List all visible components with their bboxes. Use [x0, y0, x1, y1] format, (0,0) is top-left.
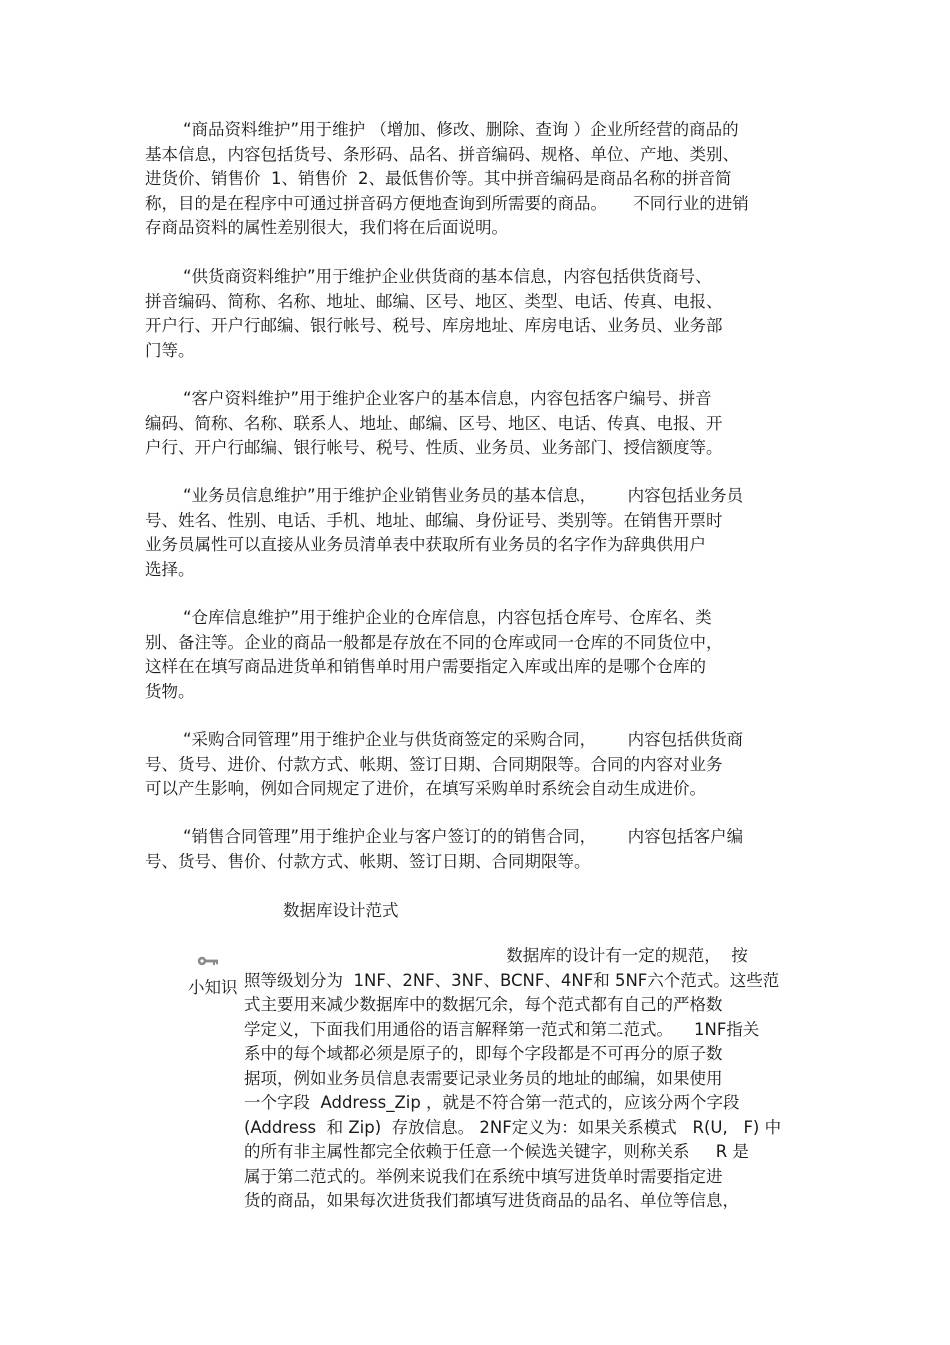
- paragraph-line: 这样在在填写商品进货单和销售单时用户需要指定入库或出库的是哪个仓库的: [145, 657, 706, 676]
- paragraph-line: “客户资料维护”用于维护企业客户的基本信息，内容包括客户编号、拼音: [183, 389, 712, 408]
- paragraph-line: 拼音编码、简称、名称、地址、邮编、区号、地区、类型、电话、传真、电报、: [145, 291, 723, 311]
- paragraph-line: 开户行、开户行邮编、银行帐号、税号、库房地址、库房电话、业务员、业务部: [145, 316, 723, 335]
- note-line: (Address 和 Zip) 存放信息。 2NF定义为：如果关系模式 R(U, F) 中: [244, 1117, 782, 1137]
- note-line: 一个字段 Address_Zip ，就是不符合第一范式的，应该分两个字段: [244, 1093, 740, 1112]
- paragraph-line: 进货价、销售价 1、销售价 2、最低售价等。其中拼音编码是商品名称的拼音简: [145, 169, 732, 188]
- paragraph-salesman: [145, 484, 805, 582]
- paragraph-line: “供货商资料维护”用于维护企业供货商的基本信息，内容包括供货商号、: [183, 267, 712, 286]
- key-icon: [166, 924, 188, 938]
- paragraph-line: 门等。: [145, 340, 195, 360]
- paragraph-customer: [145, 387, 805, 461]
- note-line: 系中的每个域都必须是原子的，即每个字段都是不可再分的原子数: [244, 1044, 723, 1063]
- note-line: 据项，例如业务员信息表需要记录业务员的地址的邮编，如果使用: [244, 1068, 723, 1088]
- paragraph-warehouse: [145, 606, 805, 704]
- note-line: 属于第二范式的。举例来说我们在系统中填写进货单时需要指定进: [244, 1166, 723, 1186]
- paragraph-line: “销售合同管理”用于维护企业与客户签订的的销售合同， 内容包括客户编: [183, 827, 744, 846]
- paragraph-line: 业务员属性可以直接从业务员清单表中获取所有业务员的名字作为辞典供用户: [145, 535, 706, 554]
- tip-title: 数据库设计范式: [283, 901, 399, 920]
- paragraph-goods: [145, 118, 805, 241]
- paragraph-line: 货物。: [145, 681, 195, 701]
- paragraph-line: 存商品资料的属性差别很大，我们将在后面说明。: [145, 218, 508, 237]
- note-text: [244, 944, 809, 1214]
- note-line: 数据库的设计有一定的规范， 按: [244, 946, 748, 965]
- paragraph-line: “仓库信息维护”用于维护企业的仓库信息，内容包括仓库号、仓库名、类: [183, 608, 712, 627]
- paragraph-purchase: [145, 728, 805, 802]
- tip-heading: [145, 898, 399, 997]
- note-line: 的所有非主属性都完全依赖于任意一个候选关键字，则称关系 R 是: [244, 1142, 749, 1161]
- paragraph-supplier: [145, 265, 805, 363]
- paragraph-line: 选择。: [145, 559, 195, 579]
- paragraph-line: “采购合同管理”用于维护企业与供货商签定的采购合同， 内容包括供货商: [183, 730, 744, 749]
- paragraph-line: 别、备注等。企业的商品一般都是存放在不同的仓库或同一仓库的不同货位中，: [145, 632, 723, 652]
- paragraph-sales: [145, 825, 805, 874]
- note-line: 照等级划分为 1NF、2NF、3NF、BCNF、4NF和 5NF六个范式。这些范: [244, 970, 780, 990]
- paragraph-line: 编码、简称、名称、联系人、地址、邮编、区号、地区、电话、传真、电报、开: [145, 413, 723, 433]
- paragraph-line: 基本信息，内容包括货号、条形码、品名、拼音编码、规格、单位、产地、类别、: [145, 144, 739, 164]
- paragraph-line: “业务员信息维护”用于维护企业销售业务员的基本信息， 内容包括业务员: [183, 486, 744, 505]
- paragraph-line: 号、货号、售价、付款方式、帐期、签订日期、合同期限等。: [145, 851, 591, 871]
- note-line: 货的商品，如果每次进货我们都填写进货商品的品名、单位等信息，: [244, 1191, 739, 1210]
- tip-label: 小知识: [187, 978, 238, 997]
- note-line: 式主要用来减少数据库中的数据冗余，每个范式都有自己的严格数: [244, 995, 723, 1014]
- paragraph-line: 可以产生影响，例如合同规定了进价，在填写采购单时系统会自动生成进价。: [145, 779, 706, 798]
- paragraph-line: 号、姓名、性别、电话、手机、地址、邮编、身份证号、类别等。在销售开票时: [145, 510, 723, 530]
- paragraph-line: 称，目的是在程序中可通过拼音码方便地查询到所需要的商品。 不同行业的进销: [145, 193, 749, 213]
- paragraph-line: “商品资料维护”用于维护 （增加、修改、删除、查询 ）企业所经营的商品的: [183, 120, 739, 139]
- paragraph-line: 号、货号、进价、付款方式、帐期、签订日期、合同期限等。合同的内容对业务: [145, 754, 723, 774]
- note-line: 学定义，下面我们用通俗的语言解释第一范式和第二范式。 1NF指关: [244, 1019, 760, 1039]
- paragraph-line: 户行、开户行邮编、银行帐号、税号、性质、业务员、业务部门、授信额度等。: [145, 438, 723, 457]
